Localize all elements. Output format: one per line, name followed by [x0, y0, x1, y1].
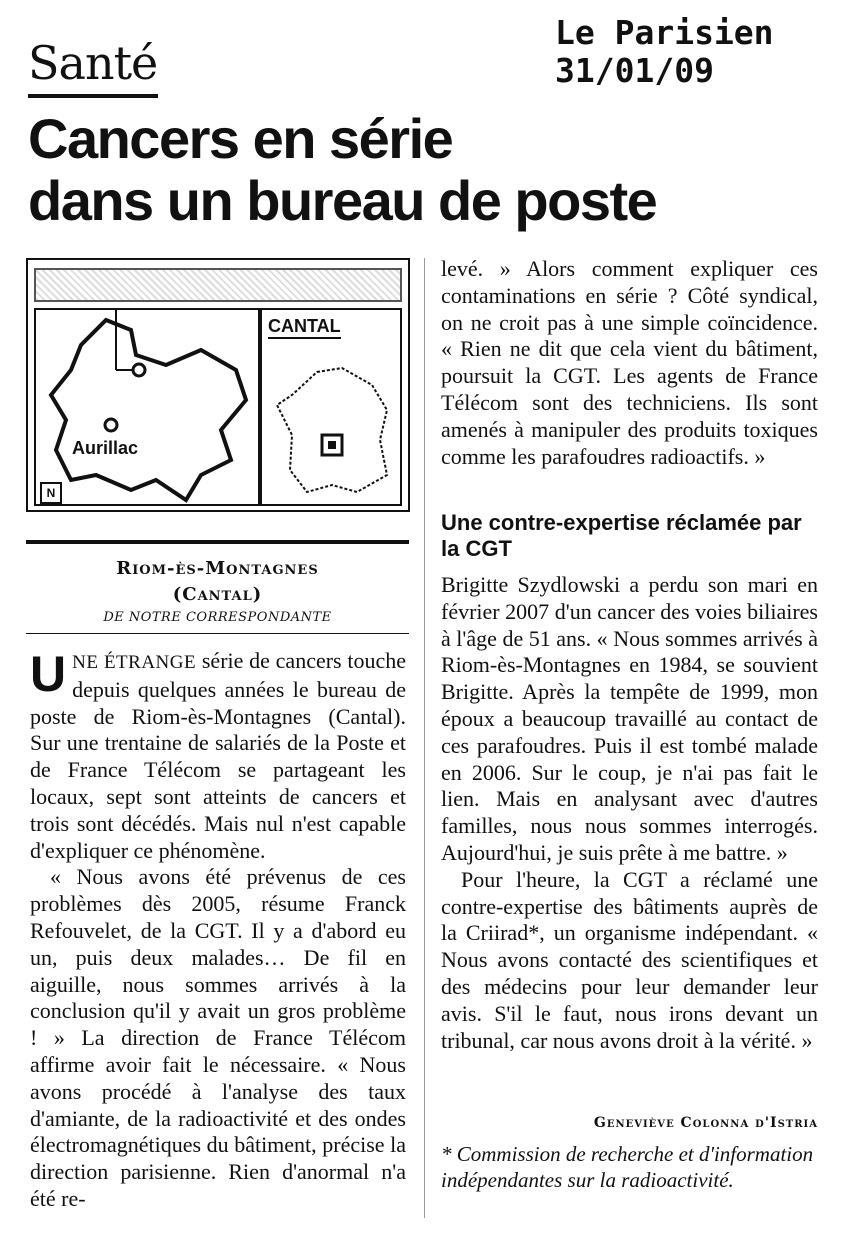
article-column-left [30, 648, 406, 1213]
drop-cap: U [30, 646, 67, 702]
article-column-right-bottom [441, 572, 818, 1054]
section-rubric: Santé [28, 36, 158, 90]
body-paragraph-continued: levé. » Alors comment expliquer ces contaminations en série ? Côté syndical, on ne croit pas à une simple coïncidence. « Rien ne dit que cela vient du bâtiment, poursuit la CGT. Les agents de France Télécom sont des techniciens. Ils sont amenés à manipuler des produits toxiques comme les parafoudres radioactifs. » [441, 256, 818, 469]
cantal-outline-svg [36, 310, 258, 504]
byline-rule [26, 633, 409, 634]
cantal-detail-map [34, 308, 260, 506]
article-column-right-top [441, 256, 818, 470]
lede-caps: NE ÉTRANGE [72, 652, 197, 673]
publication-date: 31/01/09 [555, 51, 714, 90]
body-paragraph: Brigitte Szydlowski a perdu son mari en février 2007 d'un cancer des voies biliaires à l'âge de 51 ans. « Nous sommes arrivés à Riom-ès-Montagnes en 1984, se souvient Brigitte. Après la tempête de 1999, mon époux a beaucoup travaillé au contact de ces parafoudres. Puis il est tombé malade en 2006. Sur le coup, je n'ai pas fait le lien. Mais en analysant avec d'autres familles, nous nous sommes interrogés. Aujourd'hui, je suis prête à me battre. » [441, 572, 818, 865]
headline-line-1: Cancers en série [28, 107, 453, 170]
lede-paragraph [30, 648, 406, 864]
france-locator-map [260, 308, 402, 506]
lede-text: série de cancers touche depuis quelques années le bureau de poste de Riom-ès-Montagnes (Cantal). Sur une trentaine de salariés de la Poste et de France Télécom se partageant les locaux, sept sont atteints de cancers et trois sont décédés. Mais nul n'est capable d'expliquer ce phénomène. [30, 648, 407, 863]
headline [28, 108, 828, 232]
correspondent-byline: DE NOTRE CORRESPONDANTE [103, 610, 332, 625]
footnote: * Commission de recherche et d'information indépendantes sur la radioactivité. [441, 1142, 814, 1192]
dateline [26, 556, 409, 608]
map-illustration [26, 258, 410, 512]
dateline-place: Riom-ès-Montagnes [116, 558, 319, 579]
france-outline-svg [262, 310, 400, 504]
body-paragraph: Pour l'heure, la CGT a réclamé une contre-expertise des bâtiments auprès de la Criirad*, un organisme indépendant. « Nous avons contacté des scientifiques et des médecins pour leur demander leur avis. S'il le faut, nous irons devant un tribunal, car nous avons droit à la vérité. » [441, 866, 818, 1053]
map-scale-bar [34, 268, 402, 302]
body-paragraph: « Nous avons été prévenus de ces problèmes dès 2005, résume Franck Refouvelet, de la CGT. Il y a d'abord eu un, puis deux malades… De fil en aiguille, nous sommes arrivés à la conclusion qu'il y avait un gros problème ! » La direction de France Télécom affirme avoir fait le nécessaire. « Nous avons procédé à l'analyse des taux d'amiante, de la radioactivité et des ondes électromagnétiques du bâtiment, précise la direction parisienne. Rien d'anormal n'a été re- [30, 864, 406, 1211]
author-signature: Geneviève Colonna d'Istria [593, 1115, 818, 1131]
subheading: Une contre-expertise réclamée par la CGT [441, 510, 802, 561]
headline-line-2: dans un bureau de poste [28, 169, 657, 232]
north-arrow-icon: N [40, 482, 62, 504]
rubric-underline [28, 94, 158, 98]
source-stamp [555, 14, 774, 90]
map-city-label: Aurillac [72, 438, 139, 458]
dateline-region: (Cantal) [172, 584, 263, 605]
dateline-rule [26, 540, 409, 544]
region-label: CANTAL [268, 316, 341, 339]
column-separator [424, 258, 425, 1218]
publication-name: Le Parisien [555, 13, 774, 52]
